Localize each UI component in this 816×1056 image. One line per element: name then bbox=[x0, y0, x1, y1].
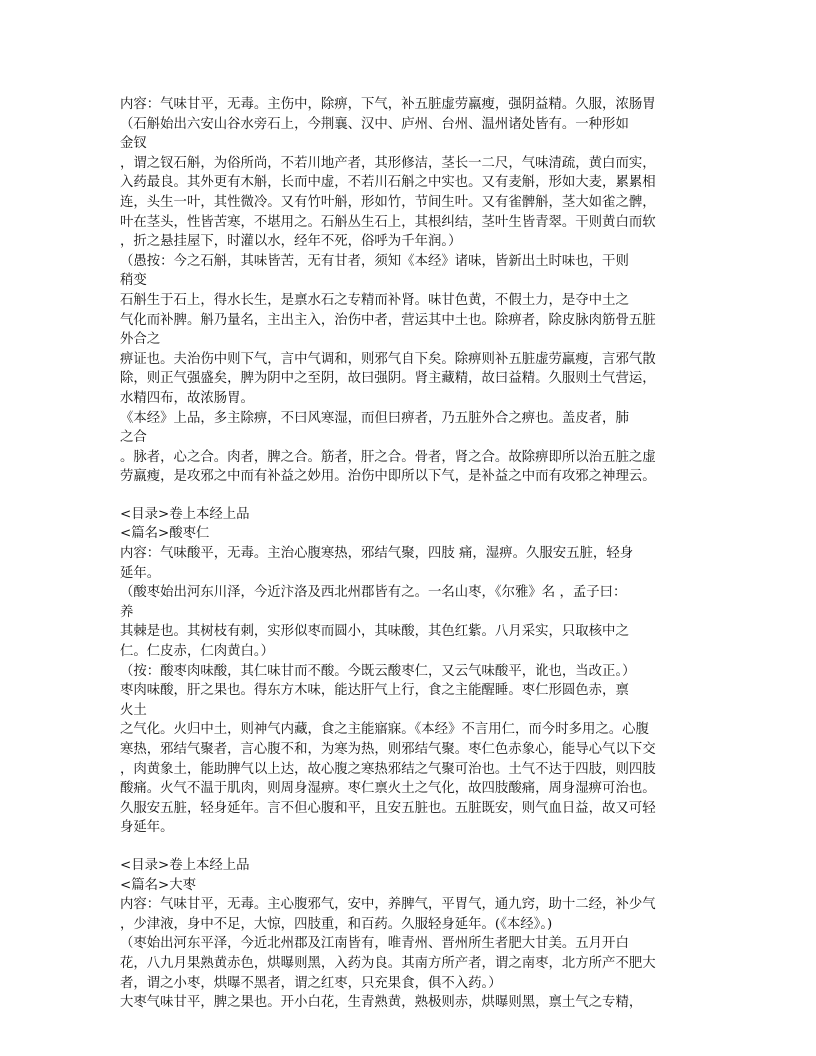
text-line: 其棘是也。其树枝有刺，实形似枣而圆小，其味酸，其色红紫。八月采实，只取核中之 bbox=[120, 624, 629, 640]
text-line: 叶在茎头，性皆苦寒，不堪用之。石斛丛生石上，其根纠结，茎叶生皆青翠。干则黄白而软 bbox=[120, 214, 656, 230]
catalog-heading: <目录>卷上本经上品 bbox=[120, 506, 250, 522]
text-line: （酸枣始出河东川泽，今近汴洛及西北州郡皆有之。一名山枣，《尔雅》名 ，孟子曰： bbox=[120, 585, 627, 601]
text-line: 内容：气味甘平，无毒。主心腹邪气，安中，养脾气，平胃气，通九窍，助十二经，补少气 bbox=[120, 897, 656, 913]
text-line: 气化而补脾。斛乃量名，主出主入，治伤中者，营运其中土也。除痹者，除皮脉肉筋骨五脏 bbox=[120, 312, 656, 328]
text-line: 大枣气味甘平，脾之果也。开小白花，生青熟黄，熟极则赤，烘曝则黑，禀土气之专精， bbox=[120, 995, 643, 1011]
text-line: 除，则正气强盛矣，脾为阴中之至阴，故曰强阴。肾主藏精，故曰益精。久服则土气营运， bbox=[120, 371, 656, 387]
text-line: 花，八九月果熟黄赤色，烘曝则黑，入药为良。其南方所产者，谓之南枣，北方所产不肥大 bbox=[120, 955, 656, 971]
text-line: 痹证也。夫治伤中则下气，言中气调和，则邪气自下矣。除痹则补五脏虚劳羸瘦，言邪气散 bbox=[120, 351, 656, 367]
text-line: 酸痛。火气不温于肌肉，则周身湿痹。枣仁禀火土之气化，故四肢酸痛，周身湿痹可治也。 bbox=[120, 781, 656, 797]
text-line: 金钗 bbox=[120, 136, 147, 152]
text-line: 水精四布，故浓肠胃。 bbox=[120, 390, 254, 406]
text-line: （石斛始出六安山谷水旁石上，今荆襄、汉中、庐州、台州、温州诸处皆有。一种形如 bbox=[120, 116, 629, 132]
text-line: 仁。仁皮赤，仁肉黄白。） bbox=[120, 644, 274, 660]
section-spacer bbox=[120, 838, 692, 856]
text-line: （愚按：今之石斛，其味皆苦，无有甘者，须知《本经》诸味，皆新出土时味也，干则 bbox=[120, 253, 629, 269]
text-line: 内容：气味酸平，无毒。主治心腹寒热，邪结气聚，四肢 痛，湿痹。久服安五脏，轻身 bbox=[120, 546, 634, 562]
text-line: 养 bbox=[120, 604, 134, 620]
text-line: ，谓之钗石斛，为俗所尚，不若川地产者，其形修洁，茎长一二尺，气味清疏，黄白而实， bbox=[120, 155, 656, 171]
section-spacer bbox=[120, 487, 692, 505]
entry-title: <篇名>酸枣仁 bbox=[120, 526, 210, 542]
text-line: 延年。 bbox=[120, 565, 161, 581]
section-dazao bbox=[120, 856, 692, 1013]
text-line: 者，谓之小枣，烘曝不黑者，谓之红枣，只充果食，俱不入药。） bbox=[120, 975, 502, 991]
text-line: ，折之悬挂屋下，时灌以水，经年不死，俗呼为千年润。） bbox=[120, 234, 462, 250]
text-line: 内容：气味甘平，无毒。主伤中，除痹，下气，补五脏虚劳羸瘦，强阴益精。久服，浓肠胃 bbox=[120, 97, 656, 112]
text-line: 身延年。 bbox=[120, 820, 174, 836]
entry-title: <篇名>大枣 bbox=[120, 877, 197, 893]
text-line: 枣肉味酸，肝之果也。得东方木味，能达肝气上行，食之主能醒睡。枣仁形圆色赤，禀 bbox=[120, 683, 629, 699]
text-line: ，肉黄象土，能助脾气以上达，故心腹之寒热邪结之气聚可治也。土气不达于四肢，则四肢 bbox=[120, 761, 656, 777]
text-line: 外合之 bbox=[120, 332, 161, 348]
text-line: 劳羸瘦，是攻邪之中而有补益之妙用。治伤中即所以下气，是补益之中而有攻邪之神理云。 bbox=[120, 469, 656, 485]
section-suanzaoren bbox=[120, 505, 692, 838]
text-line: ，少津液，身中不足，大惊，四肢重，和百药。久服轻身延年。(《本经》。) bbox=[120, 916, 553, 932]
text-line: 。脉者，心之合。肉者，脾之合。筋者，肝之合。骨者，肾之合。故除痹即所以治五脏之虚 bbox=[120, 449, 656, 465]
text-line: 之合 bbox=[120, 430, 147, 446]
text-line: 稍变 bbox=[120, 273, 147, 289]
text-line: 石斛生于石上，得水长生，是禀水石之专精而补肾。味甘色黄，不假土力，是夺中土之 bbox=[120, 292, 629, 308]
text-line: 连，头生一叶，其性微冷。又有竹叶斛，形如竹，节间生叶。又有雀髀斛，茎大如雀之髀， bbox=[120, 194, 656, 210]
text-line: （按：酸枣肉味酸，其仁味甘而不酸。今既云酸枣仁，又云气味酸平，讹也，当改正。） bbox=[120, 663, 636, 679]
text-line: 之气化。火归中土，则神气内藏，食之主能寤寐。《本经》不言用仁，而今时多用之。心腹 bbox=[120, 722, 649, 738]
text-line: 寒热，邪结气聚者，言心腹不和，为寒为热，则邪结气聚。枣仁色赤象心，能导心气以下交 bbox=[120, 742, 656, 757]
text-line: （枣始出河东平泽，今近北州郡及江南皆有，唯青州、晋州所生者肥大甘美。五月开白 bbox=[120, 936, 629, 952]
catalog-heading: <目录>卷上本经上品 bbox=[120, 857, 250, 873]
section-shihu bbox=[120, 95, 692, 487]
document-page bbox=[120, 95, 692, 1013]
text-line: 《本经》上品，多主除痹，不曰风寒湿，而但曰痹者，乃五脏外合之痹也。盖皮者，肺 bbox=[120, 410, 629, 426]
text-line: 火土 bbox=[120, 702, 147, 718]
text-line: 久服安五脏，轻身延年。言不但心腹和平，且安五脏也。五脏既安，则气血日益，故又可轻 bbox=[120, 800, 656, 816]
text-line: 入药最良。其外更有木斛，长而中虚，不若川石斛之中实也。又有麦斛，形如大麦，累累相 bbox=[120, 175, 656, 191]
